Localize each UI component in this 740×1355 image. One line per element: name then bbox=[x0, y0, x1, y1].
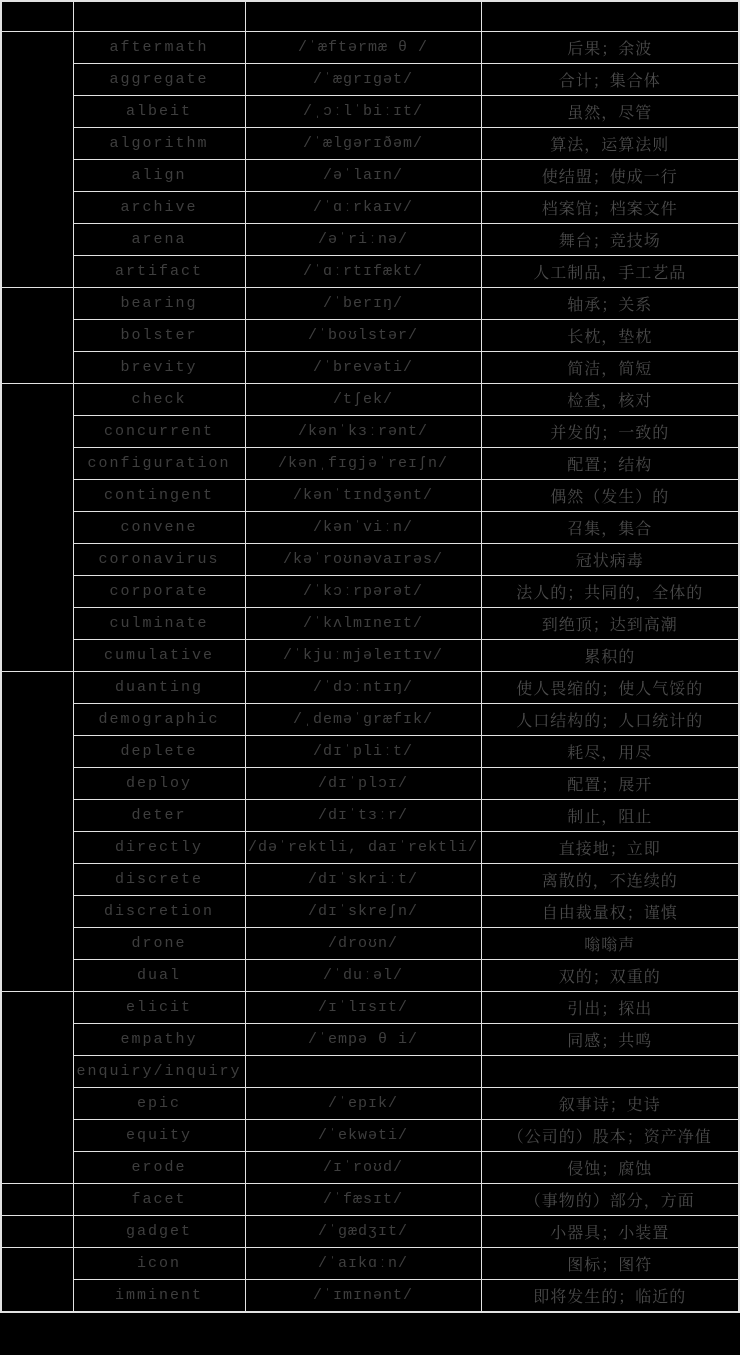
meaning-cell: 长枕，垫枕 bbox=[481, 320, 739, 352]
meaning-cell: 法人的；共同的，全体的 bbox=[481, 576, 739, 608]
meaning-cell: 使结盟；使成一行 bbox=[481, 160, 739, 192]
word-cell: convene bbox=[73, 512, 245, 544]
phonetic-cell: /ˈɑːrtɪfækt/ bbox=[245, 256, 481, 288]
meaning-cell: 合计；集合体 bbox=[481, 64, 739, 96]
word-cell: archive bbox=[73, 192, 245, 224]
word-cell: equity bbox=[73, 1120, 245, 1152]
phonetic-cell: /ˈkɔːrpərət/ bbox=[245, 576, 481, 608]
group-cell bbox=[1, 672, 73, 992]
table-row bbox=[1, 192, 739, 224]
word-cell: empathy bbox=[73, 1024, 245, 1056]
phonetic-cell: /ˈɪmɪnənt/ bbox=[245, 1280, 481, 1313]
meaning-cell: 检查，核对 bbox=[481, 384, 739, 416]
phonetic-cell: /kəˈroʊnəvaɪrəs/ bbox=[245, 544, 481, 576]
phonetic-cell: /ˌɔːlˈbiːɪt/ bbox=[245, 96, 481, 128]
header-cell-meaning bbox=[481, 1, 739, 32]
meaning-cell: （公司的）股本；资产净值 bbox=[481, 1120, 739, 1152]
table-row bbox=[1, 672, 739, 704]
table-row bbox=[1, 160, 739, 192]
table-row bbox=[1, 32, 739, 64]
word-cell: elicit bbox=[73, 992, 245, 1024]
table-row bbox=[1, 1120, 739, 1152]
phonetic-cell: /kənˈkɜːrənt/ bbox=[245, 416, 481, 448]
meaning-cell: 离散的，不连续的 bbox=[481, 864, 739, 896]
word-cell: deter bbox=[73, 800, 245, 832]
table-row bbox=[1, 128, 739, 160]
table-body bbox=[1, 32, 739, 1313]
phonetic-cell: /ˈboʊlstər/ bbox=[245, 320, 481, 352]
word-cell: artifact bbox=[73, 256, 245, 288]
meaning-cell: 双的；双重的 bbox=[481, 960, 739, 992]
table-row bbox=[1, 896, 739, 928]
word-cell: contingent bbox=[73, 480, 245, 512]
meaning-cell: 同感；共鸣 bbox=[481, 1024, 739, 1056]
phonetic-cell: /əˈriːnə/ bbox=[245, 224, 481, 256]
word-cell: aftermath bbox=[73, 32, 245, 64]
table-row bbox=[1, 1024, 739, 1056]
word-cell: coronavirus bbox=[73, 544, 245, 576]
table-row bbox=[1, 320, 739, 352]
word-cell: check bbox=[73, 384, 245, 416]
word-cell: concurrent bbox=[73, 416, 245, 448]
table-row bbox=[1, 480, 739, 512]
phonetic-cell: /ˈælɡərɪðəm/ bbox=[245, 128, 481, 160]
phonetic-cell: /dɪˈtɜːr/ bbox=[245, 800, 481, 832]
word-cell: drone bbox=[73, 928, 245, 960]
meaning-cell bbox=[481, 1056, 739, 1088]
word-cell: deplete bbox=[73, 736, 245, 768]
phonetic-cell: /kənˈviːn/ bbox=[245, 512, 481, 544]
phonetic-cell: /ˈfæsɪt/ bbox=[245, 1184, 481, 1216]
phonetic-cell: /ˈepɪk/ bbox=[245, 1088, 481, 1120]
word-cell: discretion bbox=[73, 896, 245, 928]
word-cell: imminent bbox=[73, 1280, 245, 1313]
phonetic-cell: /droʊn/ bbox=[245, 928, 481, 960]
table-row bbox=[1, 448, 739, 480]
table-row bbox=[1, 224, 739, 256]
meaning-cell: 虽然，尽管 bbox=[481, 96, 739, 128]
table-row bbox=[1, 768, 739, 800]
table-row bbox=[1, 1248, 739, 1280]
phonetic-cell: /ˈkjuːmjəleɪtɪv/ bbox=[245, 640, 481, 672]
table-row bbox=[1, 96, 739, 128]
group-cell bbox=[1, 384, 73, 672]
table-row bbox=[1, 1216, 739, 1248]
word-cell: dual bbox=[73, 960, 245, 992]
phonetic-cell: /əˈlaɪn/ bbox=[245, 160, 481, 192]
table-row bbox=[1, 416, 739, 448]
phonetic-cell: /ˈɑːrkaɪv/ bbox=[245, 192, 481, 224]
word-cell: demographic bbox=[73, 704, 245, 736]
word-cell: albeit bbox=[73, 96, 245, 128]
table-row bbox=[1, 640, 739, 672]
phonetic-cell: /tʃek/ bbox=[245, 384, 481, 416]
header-cell-phonetic bbox=[245, 1, 481, 32]
phonetic-cell: /ˈæftərmæ θ / bbox=[245, 32, 481, 64]
phonetic-cell: /ˈberɪŋ/ bbox=[245, 288, 481, 320]
word-cell: facet bbox=[73, 1184, 245, 1216]
meaning-cell: 算法，运算法则 bbox=[481, 128, 739, 160]
phonetic-cell: /dɪˈpliːt/ bbox=[245, 736, 481, 768]
phonetic-cell: /kənˈtɪndʒənt/ bbox=[245, 480, 481, 512]
table-row bbox=[1, 960, 739, 992]
group-cell bbox=[1, 288, 73, 384]
word-cell: cumulative bbox=[73, 640, 245, 672]
meaning-cell: 自由裁量权；谨慎 bbox=[481, 896, 739, 928]
meaning-cell: 后果；余波 bbox=[481, 32, 739, 64]
word-cell: corporate bbox=[73, 576, 245, 608]
table-row bbox=[1, 512, 739, 544]
meaning-cell: 人工制品，手工艺品 bbox=[481, 256, 739, 288]
meaning-cell: 轴承；关系 bbox=[481, 288, 739, 320]
table-row bbox=[1, 384, 739, 416]
word-cell: epic bbox=[73, 1088, 245, 1120]
table-row bbox=[1, 608, 739, 640]
word-cell: deploy bbox=[73, 768, 245, 800]
meaning-cell: 小器具；小装置 bbox=[481, 1216, 739, 1248]
meaning-cell: 召集，集合 bbox=[481, 512, 739, 544]
word-cell: erode bbox=[73, 1152, 245, 1184]
table-row bbox=[1, 352, 739, 384]
word-cell: algorithm bbox=[73, 128, 245, 160]
phonetic-cell: /dɪˈskriːt/ bbox=[245, 864, 481, 896]
meaning-cell: 制止，阻止 bbox=[481, 800, 739, 832]
phonetic-cell: /dɪˈskreʃn/ bbox=[245, 896, 481, 928]
meaning-cell: 偶然（发生）的 bbox=[481, 480, 739, 512]
meaning-cell: 到绝顶；达到高潮 bbox=[481, 608, 739, 640]
table-row bbox=[1, 1088, 739, 1120]
meaning-cell: 档案馆；档案文件 bbox=[481, 192, 739, 224]
group-cell bbox=[1, 1184, 73, 1216]
group-cell bbox=[1, 1248, 73, 1313]
table-row bbox=[1, 1152, 739, 1184]
phonetic-cell: /ˈɡædʒɪt/ bbox=[245, 1216, 481, 1248]
word-cell: brevity bbox=[73, 352, 245, 384]
table-row bbox=[1, 736, 739, 768]
group-cell bbox=[1, 1216, 73, 1248]
meaning-cell: 叙事诗；史诗 bbox=[481, 1088, 739, 1120]
table-row bbox=[1, 864, 739, 896]
header-cell-word bbox=[73, 1, 245, 32]
word-cell: configuration bbox=[73, 448, 245, 480]
phonetic-cell bbox=[245, 1056, 481, 1088]
meaning-cell: 配置；展开 bbox=[481, 768, 739, 800]
meaning-cell: 引出；探出 bbox=[481, 992, 739, 1024]
phonetic-cell: /ɪˈroʊd/ bbox=[245, 1152, 481, 1184]
phonetic-cell: /ˈekwəti/ bbox=[245, 1120, 481, 1152]
table-row bbox=[1, 1280, 739, 1313]
word-cell: duanting bbox=[73, 672, 245, 704]
header-cell-group bbox=[1, 1, 73, 32]
meaning-cell: 侵蚀；腐蚀 bbox=[481, 1152, 739, 1184]
meaning-cell: 并发的；一致的 bbox=[481, 416, 739, 448]
phonetic-cell: /ɪˈlɪsɪt/ bbox=[245, 992, 481, 1024]
phonetic-cell: /ˈdɔːntɪŋ/ bbox=[245, 672, 481, 704]
table-row bbox=[1, 704, 739, 736]
meaning-cell: 人口结构的；人口统计的 bbox=[481, 704, 739, 736]
table-row bbox=[1, 800, 739, 832]
word-cell: bearing bbox=[73, 288, 245, 320]
table-row bbox=[1, 928, 739, 960]
group-cell bbox=[1, 992, 73, 1184]
phonetic-cell: /ˈbrevəti/ bbox=[245, 352, 481, 384]
meaning-cell: 图标；图符 bbox=[481, 1248, 739, 1280]
meaning-cell: 累积的 bbox=[481, 640, 739, 672]
meaning-cell: 使人畏缩的；使人气馁的 bbox=[481, 672, 739, 704]
phonetic-cell: /ˈaɪkɑːn/ bbox=[245, 1248, 481, 1280]
phonetic-cell: /kənˌfɪɡjəˈreɪʃn/ bbox=[245, 448, 481, 480]
word-cell: gadget bbox=[73, 1216, 245, 1248]
table-row bbox=[1, 64, 739, 96]
table-row bbox=[1, 992, 739, 1024]
word-cell: bolster bbox=[73, 320, 245, 352]
word-cell: discrete bbox=[73, 864, 245, 896]
phonetic-cell: /ˈkʌlmɪneɪt/ bbox=[245, 608, 481, 640]
meaning-cell: 配置；结构 bbox=[481, 448, 739, 480]
meaning-cell: 耗尽，用尽 bbox=[481, 736, 739, 768]
phonetic-cell: /dɪˈplɔɪ/ bbox=[245, 768, 481, 800]
meaning-cell: 嗡嗡声 bbox=[481, 928, 739, 960]
phonetic-cell: /dəˈrektli, daɪˈrektli/ bbox=[245, 832, 481, 864]
meaning-cell: 冠状病毒 bbox=[481, 544, 739, 576]
word-cell: directly bbox=[73, 832, 245, 864]
word-cell: icon bbox=[73, 1248, 245, 1280]
meaning-cell: 直接地；立即 bbox=[481, 832, 739, 864]
table-row bbox=[1, 832, 739, 864]
meaning-cell: （事物的）部分，方面 bbox=[481, 1184, 739, 1216]
table-row bbox=[1, 256, 739, 288]
meaning-cell: 舞台；竞技场 bbox=[481, 224, 739, 256]
word-cell: align bbox=[73, 160, 245, 192]
meaning-cell: 简洁，简短 bbox=[481, 352, 739, 384]
table-header-row bbox=[1, 1, 739, 32]
table-row bbox=[1, 1184, 739, 1216]
word-cell: arena bbox=[73, 224, 245, 256]
meaning-cell: 即将发生的；临近的 bbox=[481, 1280, 739, 1313]
table-row bbox=[1, 576, 739, 608]
phonetic-cell: /ˈduːəl/ bbox=[245, 960, 481, 992]
phonetic-cell: /ˌdeməˈɡræfɪk/ bbox=[245, 704, 481, 736]
phonetic-cell: /ˈæɡrɪɡət/ bbox=[245, 64, 481, 96]
phonetic-cell: /ˈempə θ i/ bbox=[245, 1024, 481, 1056]
word-cell: enquiry/inquiry bbox=[73, 1056, 245, 1088]
table-row bbox=[1, 288, 739, 320]
word-cell: aggregate bbox=[73, 64, 245, 96]
group-cell bbox=[1, 32, 73, 288]
table-row bbox=[1, 544, 739, 576]
table-row bbox=[1, 1056, 739, 1088]
word-cell: culminate bbox=[73, 608, 245, 640]
